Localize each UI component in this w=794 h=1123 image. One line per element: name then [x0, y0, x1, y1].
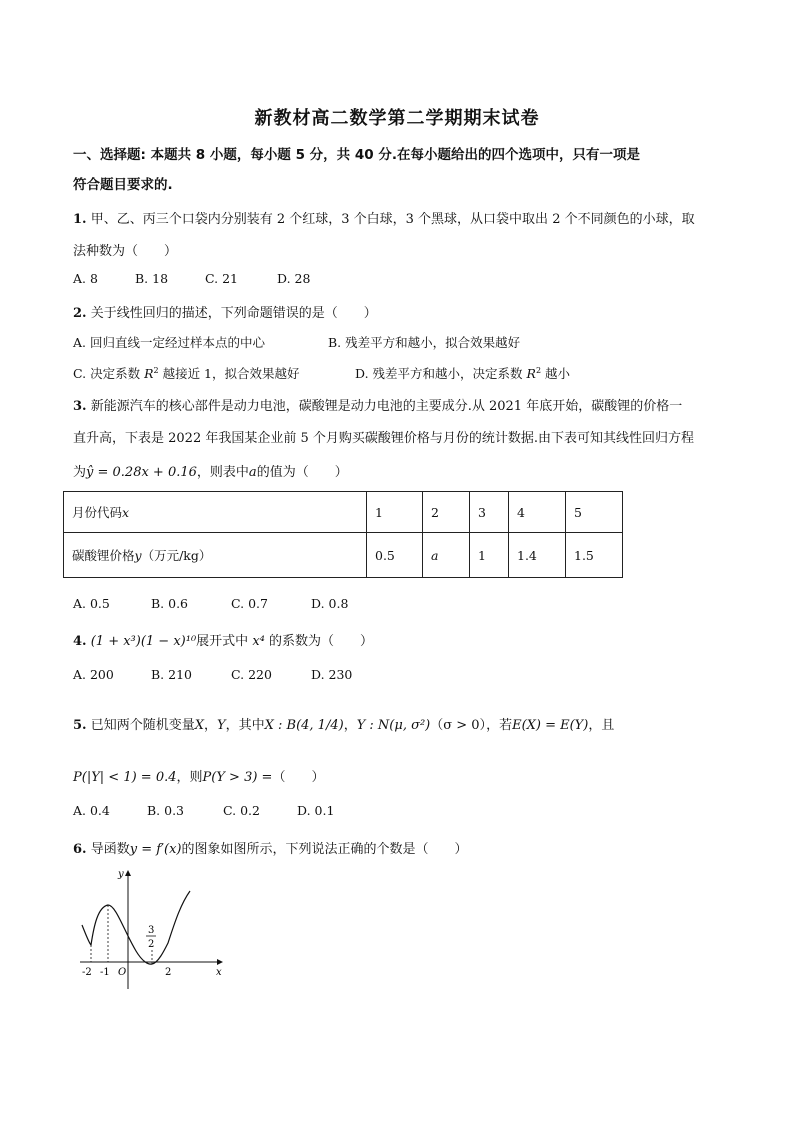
- table-cell: 2: [423, 492, 470, 533]
- option-b: B. 0.6: [151, 596, 189, 611]
- derivative-graph: [78, 865, 228, 995]
- question-3: [73, 395, 733, 414]
- table-cell: 1.5: [566, 533, 623, 578]
- fraction-numerator: 3: [148, 925, 155, 936]
- question-4-options: [73, 667, 352, 682]
- section-header-line2: 符合题目要求的.: [73, 177, 173, 193]
- question-number: 3.: [73, 399, 87, 414]
- question-2-text: 关于线性回归的描述，下列命题错误的是（ ）: [90, 306, 377, 321]
- option-a: A. 回归直线一定经过样本点的中心: [73, 335, 265, 350]
- table-cell: a: [423, 533, 470, 578]
- question-1: [73, 208, 733, 227]
- table-cell: 1: [470, 533, 509, 578]
- table-cell: 月份代码x: [64, 492, 367, 533]
- question-number: 4.: [73, 634, 87, 649]
- question-1-text-line1: 甲、乙、丙三个口袋内分别装有 2 个红球，3 个白球，3 个黑球，从口袋中取出 2 个不同颜色的小球，取: [90, 212, 695, 227]
- option-d: D. 0.8: [311, 596, 349, 611]
- question-4: 4. (1 + x³)(1 − x)¹⁰展开式中 x⁴ 的系数为（ ）: [73, 634, 374, 649]
- question-1-options: [73, 271, 310, 286]
- option-d: D. 230: [311, 667, 353, 682]
- option-a: A. 0.5: [73, 596, 110, 611]
- option-b: B. 210: [151, 667, 192, 682]
- option-c: C. 21: [205, 271, 238, 286]
- question-3-text-line3: 为ŷ = 0.28x + 0.16，则表中a的值为（ ）: [73, 465, 348, 480]
- question-3-text-line1: 新能源汽车的核心部件是动力电池，碳酸锂是动力电池的主要成分.从 2021 年底开始，碳酸锂的价格一: [90, 399, 683, 414]
- option-c: C. 0.7: [231, 596, 268, 611]
- option-d: D. 28: [277, 271, 311, 286]
- origin-label: O: [118, 967, 127, 978]
- option-c: C. 决定系数 $R^2$ 越接近 1，拟合效果越好: [73, 365, 300, 381]
- question-3-text-line2: 直升高，下表是 2022 年我国某企业前 5 个月购买碳酸锂价格与月份的统计数据.由下表可知其线性回归方程: [73, 431, 695, 446]
- option-c: C. 220: [231, 667, 272, 682]
- question-5-line2: P(|Y| < 1) = 0.4，则P(Y > 3) =（ ）: [73, 770, 325, 785]
- page-title: 新教材高二数学第二学期期末试卷: [254, 108, 540, 129]
- question-number: 5.: [73, 718, 87, 733]
- option-b: B. 18: [135, 271, 169, 286]
- data-table: [63, 491, 623, 578]
- question-1-text-line2: 法种数为（ ）: [73, 244, 178, 259]
- table-cell: 5: [566, 492, 623, 533]
- option-a: A. 8: [73, 271, 98, 286]
- table-row: [64, 492, 623, 533]
- tick-label: -1: [100, 967, 110, 978]
- section-header: [73, 140, 728, 200]
- derivative-curve: [82, 891, 190, 964]
- question-number: 2.: [73, 306, 87, 321]
- tick-label: -2: [82, 967, 92, 978]
- option-a: A. 0.4: [73, 803, 110, 818]
- option-c: C. 0.2: [223, 803, 260, 818]
- table-cell: 3: [470, 492, 509, 533]
- derivative-function: y = f′(x): [129, 842, 182, 857]
- table-cell: 1: [367, 492, 423, 533]
- question-6: 6. 导函数y = f′(x)的图象如图所示，下列说法正确的个数是（ ）: [73, 842, 468, 857]
- option-d: D. 0.1: [297, 803, 335, 818]
- table-cell: 1.4: [509, 533, 566, 578]
- option-d: D. 残差平方和越小，决定系数 $R^2$ 越小: [355, 365, 571, 381]
- option-b: B. 0.3: [147, 803, 185, 818]
- distribution-x: X : B(4, 1/4): [264, 718, 344, 733]
- regression-equation: ŷ = 0.28x + 0.16: [86, 465, 197, 480]
- table-cell: 4: [509, 492, 566, 533]
- y-axis-label: y: [118, 869, 124, 880]
- question-2: [73, 302, 733, 321]
- question-2-options-row1: [73, 333, 520, 351]
- question-number: 6.: [73, 842, 87, 857]
- distribution-y: Y : N(μ, σ²): [356, 718, 431, 733]
- table-cell: 0.5: [367, 533, 423, 578]
- question-2-options-row2: [73, 364, 570, 382]
- question-number: 1.: [73, 212, 87, 227]
- binomial-expression: (1 + x³)(1 − x)¹⁰: [90, 634, 197, 649]
- tick-label: 2: [165, 967, 172, 978]
- section-header-line1: 一、选择题: 本题共 8 小题，每小题 5 分，共 40 分.在每小题给出的四个选项中，只有一项是: [73, 147, 640, 163]
- option-b: B. 残差平方和越小，拟合效果越好: [328, 335, 521, 350]
- fraction-denominator: 2: [148, 939, 155, 950]
- option-a: A. 200: [73, 667, 114, 682]
- question-5-options: [73, 803, 334, 818]
- question-5: 5. 已知两个随机变量X，Y，其中X : B(4, 1/4)，Y : N(μ, σ²)（σ > 0），若E(X) = E(Y)，且: [73, 718, 615, 733]
- question-3-options: [73, 596, 348, 611]
- x-axis-label: x: [216, 967, 222, 978]
- table-cell: 碳酸锂价格y（万元/kg）: [64, 533, 367, 578]
- table-row: [64, 533, 623, 578]
